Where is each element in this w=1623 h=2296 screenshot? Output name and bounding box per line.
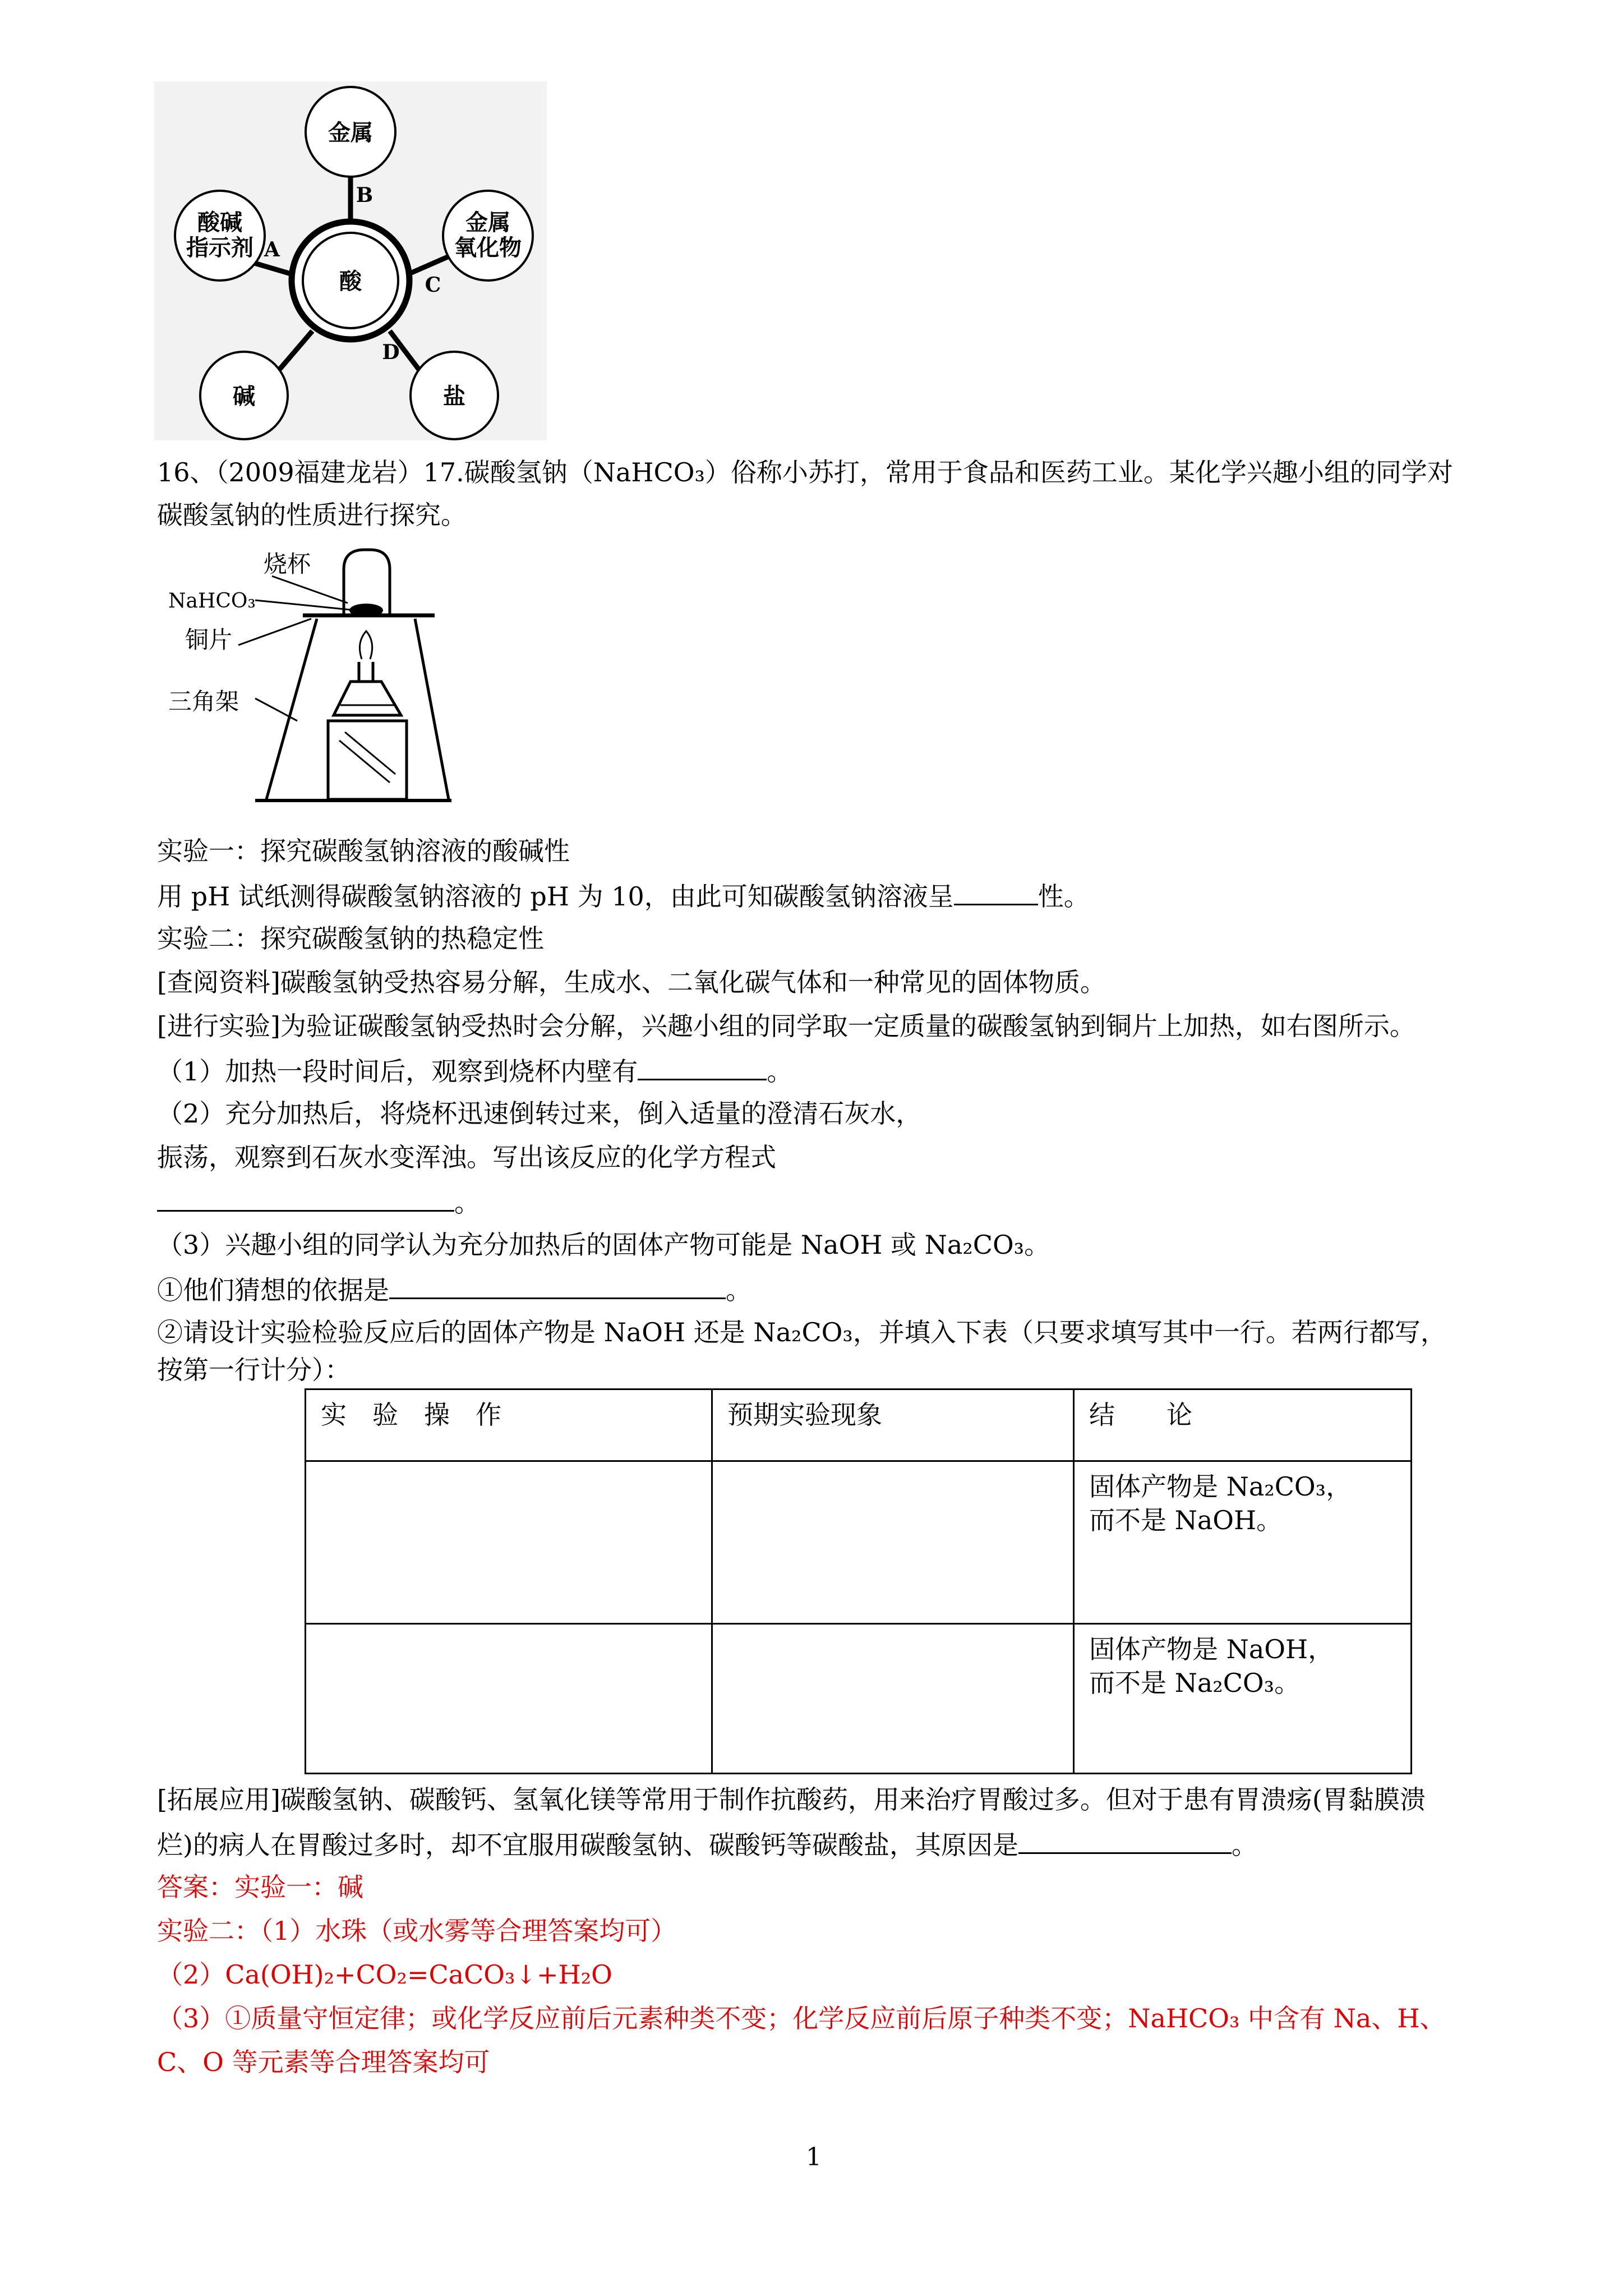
extension-line-1: [拓展应用]碳酸氢钠、碳酸钙、氢氧化镁等常用于制作抗酸药，用来治疗胃酸过多。但对于患有胃溃疡(胃黏膜溃 xyxy=(157,1784,1426,1815)
blank-q1[interactable] xyxy=(638,1053,767,1080)
acid-diagram-svg xyxy=(154,81,547,440)
blank-extension[interactable] xyxy=(1018,1826,1232,1854)
apparatus-svg xyxy=(160,547,451,811)
table-header-row xyxy=(306,1389,1412,1461)
blank-q3-1[interactable] xyxy=(389,1272,726,1299)
cell-operation-1[interactable] xyxy=(306,1461,712,1624)
edge-label-c: C xyxy=(425,273,441,297)
label-tripod: 三角架 xyxy=(168,688,239,715)
edge-label-d: D xyxy=(382,341,400,364)
reference-text: [查阅资料]碳酸氢钠受热容易分解，生成水、二氧化碳气体和一种常见的固体物质。 xyxy=(157,967,1106,997)
extension-line-2 xyxy=(157,1826,1257,1862)
label-copper-sheet: 铜片 xyxy=(185,626,233,654)
cell-conclusion-1 xyxy=(1074,1461,1412,1624)
procedure-text: [进行实验]为验证碳酸氢钠受热时会分解，兴趣小组的同学取一定质量的碳酸氢钠到铜片上加热，如右图所示。 xyxy=(157,1011,1415,1041)
label-nahco3: NaHCO₃ xyxy=(168,590,256,613)
extension-text: 烂)的病人在胃酸过多时，却不宜服用碳酸氢钠、碳酸钙等碳酸盐，其原因是 xyxy=(157,1830,1018,1860)
cell-operation-2[interactable] xyxy=(306,1624,712,1774)
q1-text: （1）加热一段时间后，观察到烧杯内壁有 xyxy=(157,1056,638,1087)
q3-line: （3）兴趣小组的同学认为充分加热后的固体产物可能是 NaOH 或 Na₂CO₃。 xyxy=(157,1230,1050,1260)
node-metal: 金属 xyxy=(328,120,373,146)
conclusion-2-line-1: 固体产物是 NaOH， xyxy=(1089,1634,1334,1664)
q2-line-1: （2）充分加热后，将烧杯迅速倒转过来，倒入适量的澄清石灰水， xyxy=(157,1098,922,1129)
exp2-title: 实验二：探究碳酸氢钠的热稳定性 xyxy=(157,923,544,954)
question-line-2: 碳酸氢钠的性质进行探究。 xyxy=(157,500,467,530)
center-label-acid: 酸 xyxy=(339,269,362,295)
node-metal-oxide-l2: 氧化物 xyxy=(454,235,522,261)
answer-line-4: （3）①质量守恒定律；或化学反应前后元素种类不变；化学反应前后原子种类不变；NaHCO₃ 中含有 Na、H、 xyxy=(157,2003,1446,2033)
node-indicator-l1: 酸碱 xyxy=(197,210,242,236)
blank-ph-answer[interactable] xyxy=(954,878,1038,905)
answer-line-5: C、O 等元素等合理答案均可 xyxy=(157,2047,490,2077)
exp1-text-a: 用 pH 试纸测得碳酸氢钠溶液的 pH 为 10，由此可知碳酸氢钠溶液呈 xyxy=(157,881,954,912)
exp1-text-b: 性。 xyxy=(1038,881,1090,912)
q1-end: 。 xyxy=(767,1056,793,1087)
question-line-1: 16、（2009福建龙岩）17.碳酸氢钠（NaHCO₃）俗称小苏打，常用于食品和医药工业。某化学兴趣小组的同学对 xyxy=(157,457,1453,487)
q3-1-end: 。 xyxy=(726,1275,751,1305)
edge-label-b: B xyxy=(356,183,374,207)
header-operation: 实 验 操 作 xyxy=(306,1389,712,1461)
q1-line xyxy=(157,1053,792,1088)
answer-line-2: 实验二：（1）水珠（或水雾等合理答案均可） xyxy=(157,1916,677,1946)
header-phenomenon: 预期实验现象 xyxy=(712,1389,1074,1461)
extension-end: 。 xyxy=(1231,1830,1257,1860)
q2-line-2: 振荡，观察到石灰水变浑浊。写出该反应的化学方程式 xyxy=(157,1142,776,1172)
edge-label-a: A xyxy=(264,238,280,261)
page-number: 1 xyxy=(806,2143,822,2171)
table-row xyxy=(306,1624,1412,1774)
exp1-text xyxy=(157,878,1090,913)
blank-equation[interactable] xyxy=(157,1184,454,1212)
conclusion-1-line-2: 而不是 NaOH。 xyxy=(1089,1505,1283,1535)
conclusion-2-line-2: 而不是 Na₂CO₃。 xyxy=(1089,1668,1301,1698)
q3-2-line-1: ②请设计实验检验反应后的固体产物是 NaOH 还是 Na₂CO₃，并填入下表（只要求填写其中一行。若两行都写， xyxy=(157,1317,1446,1347)
node-base: 碱 xyxy=(233,384,255,409)
q3-1-text: ①他们猜想的依据是 xyxy=(157,1275,389,1305)
conclusion-1-line-1: 固体产物是 Na₂CO₃， xyxy=(1089,1471,1352,1502)
answer-line-1: 答案：实验一：碱 xyxy=(157,1872,363,1902)
node-salt: 盐 xyxy=(443,384,465,409)
heating-apparatus-diagram xyxy=(160,547,451,811)
cell-phenomenon-2[interactable] xyxy=(712,1624,1074,1774)
table-row xyxy=(306,1461,1412,1624)
label-beaker: 烧杯 xyxy=(264,550,311,578)
cell-phenomenon-1[interactable] xyxy=(712,1461,1074,1624)
cell-conclusion-2 xyxy=(1074,1624,1412,1774)
q2-end: 。 xyxy=(454,1188,480,1218)
node-metal-oxide-l1: 金属 xyxy=(465,210,510,236)
acid-properties-diagram xyxy=(154,81,547,440)
exp1-title: 实验一：探究碳酸氢钠溶液的酸碱性 xyxy=(157,836,570,866)
node-indicator-l2: 指示剂 xyxy=(186,235,253,261)
q3-1-line xyxy=(157,1272,751,1307)
answer-line-3: （2）Ca(OH)₂+CO₂=CaCO₃↓+H₂O xyxy=(157,1959,612,1990)
q2-line-3 xyxy=(157,1184,480,1220)
experiment-table xyxy=(305,1388,1412,1774)
q3-2-line-2: 按第一行计分）： xyxy=(157,1355,351,1385)
header-conclusion: 结 论 xyxy=(1074,1389,1412,1461)
